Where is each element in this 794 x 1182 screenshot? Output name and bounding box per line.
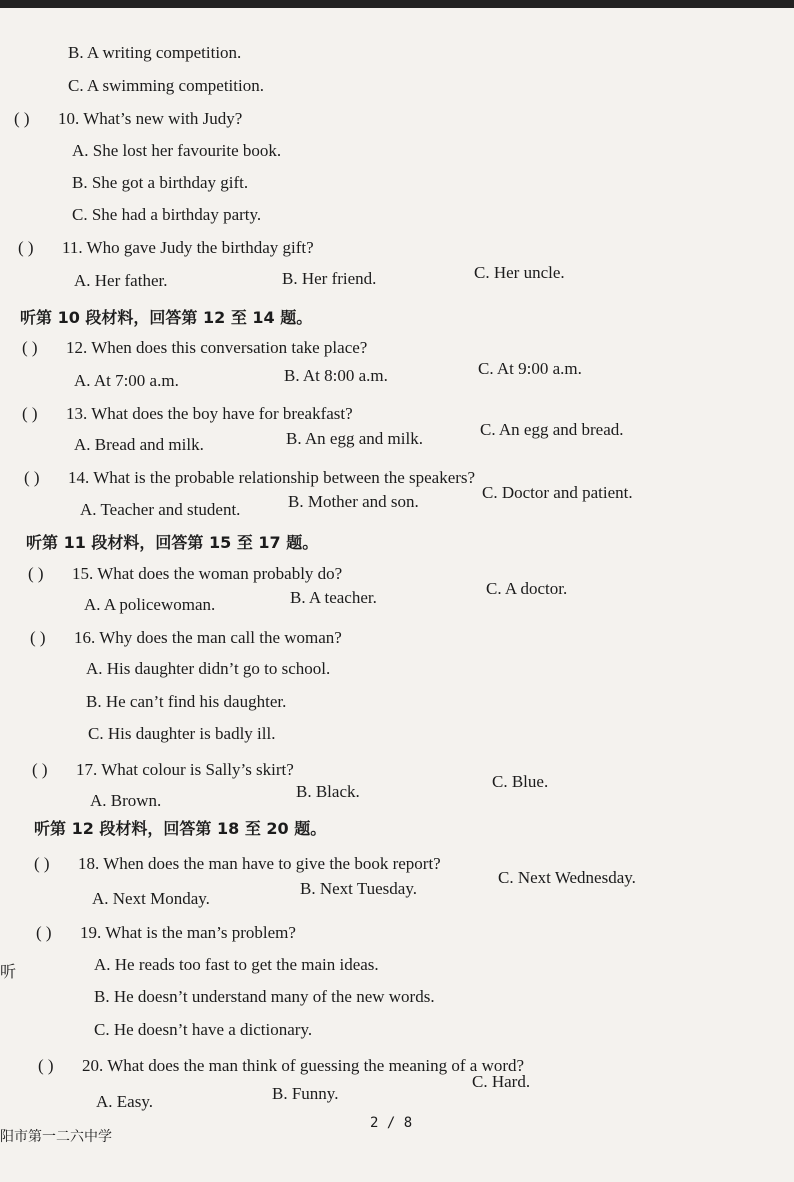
question-14 (24, 467, 475, 489)
question-16 (30, 627, 342, 649)
q12-option-c: C. At 9:00 a.m. (478, 359, 582, 378)
q20-option-b: B. Funny. (272, 1084, 339, 1103)
question-19 (36, 922, 296, 944)
q9-option-b: B. A writing competition. (68, 43, 242, 62)
q12-option-a: A. At 7:00 a.m. (74, 371, 179, 390)
question-stem: 11. Who gave Judy the birthday gift? (62, 238, 314, 257)
q20-option-a: A. Easy. (96, 1092, 153, 1111)
q18-option-b: B. Next Tuesday. (300, 879, 417, 898)
question-12 (22, 337, 367, 359)
question-stem: 14. What is the probable relationship between the speakers? (68, 468, 476, 487)
footer-school: 阳市第一二六中学 (0, 1129, 112, 1145)
question-stem: 20. What does the man think of guessing the meaning of a word? (82, 1056, 525, 1075)
question-stem: 15. What does the woman probably do? (72, 564, 343, 583)
question-stem: 13. What does the boy have for breakfast? (66, 404, 353, 423)
q17-option-b: B. Black. (296, 782, 360, 801)
question-17 (32, 759, 294, 781)
q13-option-a: A. Bread and milk. (74, 435, 204, 454)
q16-option-c: C. His daughter is badly ill. (88, 724, 276, 743)
answer-bracket[interactable]: ( ) (32, 760, 48, 779)
q14-option-c: C. Doctor and patient. (482, 483, 633, 502)
q18-option-a: A. Next Monday. (92, 889, 210, 908)
q13-option-c: C. An egg and bread. (480, 420, 624, 439)
footer-page-number: 2 / 8 (370, 1115, 413, 1131)
question-13 (22, 403, 353, 425)
q18-option-c: C. Next Wednesday. (498, 868, 636, 887)
q10-option-b: B. She got a birthday gift. (72, 173, 249, 192)
margin-character: 听 (0, 964, 17, 981)
question-18 (34, 853, 441, 875)
q11-option-b: B. Her friend. (282, 269, 377, 288)
question-stem: 10. What’s new with Judy? (58, 109, 243, 128)
q16-option-a: A. His daughter didn’t go to school. (86, 659, 331, 678)
q17-option-a: A. Brown. (90, 791, 162, 810)
section-header-11: 听第 11 段材料，回答第 15 至 17 题。 (26, 533, 319, 552)
question-stem: 12. When does this conversation take place? (66, 338, 368, 357)
q10-option-a: A. She lost her favourite book. (72, 141, 282, 160)
q15-option-a: A. A policewoman. (84, 595, 216, 614)
question-20 (38, 1055, 524, 1077)
q19-option-b: B. He doesn’t understand many of the new words. (94, 987, 435, 1006)
q14-option-a: A. Teacher and student. (80, 500, 241, 519)
q17-option-c: C. Blue. (492, 772, 549, 791)
answer-bracket[interactable]: ( ) (22, 338, 38, 357)
q14-option-b: B. Mother and son. (288, 492, 419, 511)
question-stem: 18. When does the man have to give the book report? (78, 854, 441, 873)
question-stem: 19. What is the man’s problem? (80, 923, 296, 942)
q13-option-b: B. An egg and milk. (286, 429, 423, 448)
answer-bracket[interactable]: ( ) (18, 238, 34, 257)
q20-option-c: C. Hard. (472, 1072, 531, 1091)
answer-bracket[interactable]: ( ) (34, 854, 50, 873)
q11-option-c: C. Her uncle. (474, 263, 565, 282)
answer-bracket[interactable]: ( ) (24, 468, 40, 487)
question-stem: 17. What colour is Sally’s skirt? (76, 760, 294, 779)
q12-option-b: B. At 8:00 a.m. (284, 366, 388, 385)
answer-bracket[interactable]: ( ) (30, 628, 46, 647)
q10-option-c: C. She had a birthday party. (72, 205, 262, 224)
answer-bracket[interactable]: ( ) (36, 923, 52, 942)
q15-option-b: B. A teacher. (290, 588, 377, 607)
question-11 (18, 237, 314, 259)
q19-option-c: C. He doesn’t have a dictionary. (94, 1020, 313, 1039)
q11-option-a: A. Her father. (74, 271, 168, 290)
answer-bracket[interactable]: ( ) (38, 1056, 54, 1075)
question-stem: 16. Why does the man call the woman? (74, 628, 342, 647)
answer-bracket[interactable]: ( ) (28, 564, 44, 583)
question-15 (28, 563, 342, 585)
question-10 (14, 108, 242, 130)
q9-option-c: C. A swimming competition. (68, 76, 264, 95)
section-header-12: 听第 12 段材料，回答第 18 至 20 题。 (34, 819, 327, 838)
q19-option-a: A. He reads too fast to get the main ideas. (94, 955, 379, 974)
answer-bracket[interactable]: ( ) (14, 109, 30, 128)
section-header-10: 听第 10 段材料，回答第 12 至 14 题。 (20, 308, 313, 327)
q16-option-b: B. He can’t find his daughter. (86, 692, 287, 711)
q15-option-c: C. A doctor. (486, 579, 568, 598)
top-edge (0, 0, 794, 8)
answer-bracket[interactable]: ( ) (22, 404, 38, 423)
